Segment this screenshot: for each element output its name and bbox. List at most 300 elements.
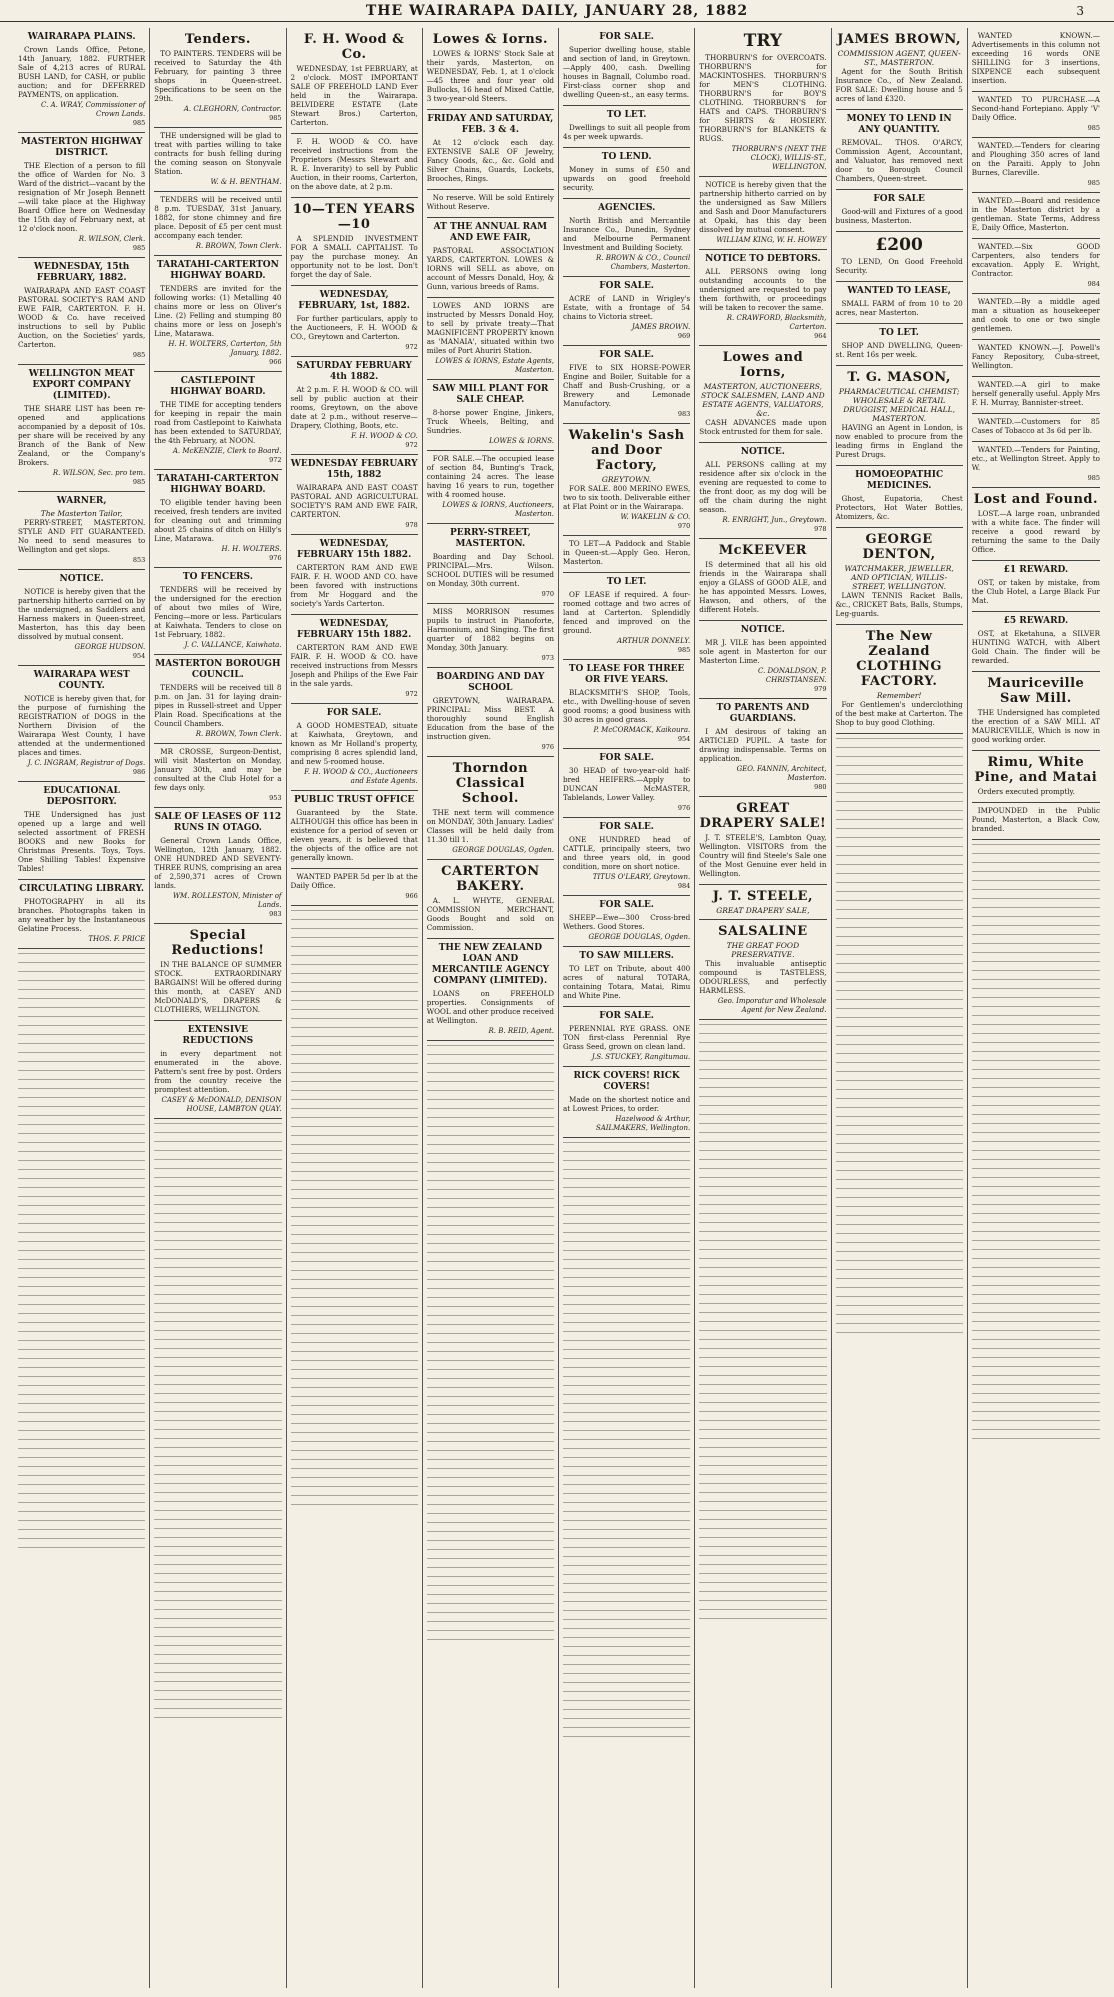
ad-heading: BOARDING AND DAY SCHOOL xyxy=(436,672,545,693)
ad-number: 953 xyxy=(269,794,282,802)
ad-body: TENDERS are invited for the following works: (1) Metalling 40 chains more or less on Oliver's Line. (2) Felling and stumping 80 chains more or less on Joseph's Line, Matarawa. xyxy=(154,284,282,338)
advertisement xyxy=(563,573,690,660)
ad-number: 985 xyxy=(1087,179,1100,187)
ad-heading: 10—TEN YEARS—10 xyxy=(292,202,416,232)
ad-body: SHEEP—Ewe—300 Cross-bred Wethers. Good Stores. xyxy=(563,913,691,931)
advertisement xyxy=(563,947,690,1007)
ad-heading: JAMES BROWN, xyxy=(837,32,961,47)
ad-heading: £5 REWARD. xyxy=(1003,616,1069,626)
ad-heading: WEDNESDAY, FEBRUARY 15th 1882. xyxy=(297,619,412,640)
ad-heading: FOR SALE. xyxy=(599,822,654,832)
advertisement xyxy=(699,539,826,621)
ad-body: BLACKSMITH'S SHOP, Tools, etc., with Dwelling-house of seven good rooms; a good business with 30 acres in good grass. xyxy=(563,688,691,724)
column-text-continuation xyxy=(563,1142,690,1742)
ad-body: PERENNIAL RYE GRASS. ONE TON first-class Perennial Rye Grass Seed, grown on clean land. xyxy=(563,1024,691,1051)
advertisement xyxy=(291,357,418,455)
column-1 xyxy=(14,28,150,1988)
ad-signature: GEORGE DOUGLAS, Ogden. xyxy=(588,933,691,941)
ad-signature: H. H. WOLTERS. xyxy=(221,545,282,553)
advertisement xyxy=(291,869,418,906)
advertisement xyxy=(972,803,1100,840)
ad-body: LAWN TENNIS Racket Balls, &c., CRICKET Bats, Balls, Stumps, Leg-guards. xyxy=(835,591,963,618)
ad-heading: MONEY TO LEND IN ANY QUANTITY. xyxy=(846,114,952,135)
advertisement xyxy=(427,28,554,110)
advertisement xyxy=(291,286,418,357)
ad-subheading: GREYTOWN. xyxy=(601,475,652,484)
ad-body: F. H. WOOD & CO. have received instructions from the Proprietors (Messrs Stewart and R. E. Inverarity) to sell by Public Auction, in their rooms, Carterton, on the above date, at 2 p.m. xyxy=(290,137,418,191)
ad-body: Guaranteed by the State. ALTHOUGH this office has been in existence for a period of seven or eleven years, it is believed that the objects of the office are not generally known. xyxy=(290,808,418,862)
ad-body: WANTED.—By a middle aged man a situation as housekeeper and cook to one or two single gentlemen. xyxy=(971,297,1100,333)
ad-body: WANTED.—Tenders for Painting, etc., at Wellington Street. Apply to W. xyxy=(971,445,1100,472)
advertisement xyxy=(563,749,690,818)
ad-heading: Lowes and Iorns, xyxy=(722,350,804,380)
ad-number: 983 xyxy=(269,910,282,918)
ad-heading: WEDNESDAY, 15th FEBRUARY, 1882. xyxy=(33,262,130,283)
ad-number: 985 xyxy=(1087,474,1100,482)
ad-body: THE undersigned will be glad to treat with parties willing to take contracts for bush felling during the coming season on Stonyvale Station. xyxy=(154,131,282,176)
ad-number: 969 xyxy=(677,332,691,340)
advertisement xyxy=(699,28,826,177)
advertisement xyxy=(18,570,145,666)
ad-body: REMOVAL. THOS. O'ARCY, Commission Agent, Accountant, and Valuator, has removed next door to Borough Council Chambers, Queen-street. xyxy=(835,138,963,183)
ad-body: TENDERS will be received till 8 p.m. on Jan. 31 for laying drain-pipes in Russell-street and Upper Plain Road. Specifications at the Council Chambers. xyxy=(154,683,282,728)
ad-signature: Hazelwood & Arthur, SAILMAKERS, Wellington. xyxy=(595,1115,691,1132)
ad-body: WANTED.—Board and residence in the Masterton district by a gentleman. State Terms, Address E, Daily Office, Masterton. xyxy=(971,196,1100,232)
ad-body: WAIRARAPA AND EAST COAST PASTORAL AND AGRICULTURAL SOCIETY'S RAM AND EWE FAIR, CARTERTON. xyxy=(290,483,418,519)
ad-signature: R. CRAWFORD, Blacksmith, Carterton. xyxy=(726,314,827,331)
ad-body: Ghost, Eupatoria, Chest Protectors, Hot Water Bottles, Atomizers, &c. xyxy=(835,494,963,521)
ad-number: 976 xyxy=(677,804,691,812)
ad-signature: J. C. VALLANCE, Kaiwhata. xyxy=(184,641,282,649)
ad-heading: TO FENCERS. xyxy=(182,572,253,582)
ad-body: 8-horse power Engine, Jinkers, Truck Wheels, Belting, and Sundries. xyxy=(426,408,554,435)
ad-heading: TO LEND. xyxy=(601,152,652,162)
advertisement xyxy=(154,372,281,470)
ad-heading: J. T. STEELE, xyxy=(712,889,813,904)
advertisement xyxy=(154,924,281,1021)
ad-heading: WELLINGTON MEAT EXPORT COMPANY (LIMITED). xyxy=(28,369,135,401)
ad-body: THE next term will commence on MONDAY, 30th January. Ladies' Classes will be held daily from 11.30 till 1. xyxy=(426,808,554,844)
advertisement xyxy=(154,744,281,808)
ad-body: GREYTOWN, WAIRARAPA. PRINCIPAL: Miss BEST. A thoroughly sound English Education from the base of the instruction given. xyxy=(426,696,554,741)
advertisement xyxy=(563,346,690,424)
ad-body: ALL PERSONS calling at my residence after six o'clock in the evening are requested to come to the front door, as my dog will be off the chain during the night season. xyxy=(699,460,827,514)
ad-body: THE Undersigned has just opened up a large and well selected assortment of FRESH BOOKS and new Books for Christmas Presents. Toys, Toys. One Shilling Tables! Expensive Tables! xyxy=(18,810,146,873)
ad-number: 973 xyxy=(541,654,554,662)
ad-body: Agent for the South British Insurance Co., of New Zealand. FOR SALE: Dwelling house and 5 acres of land £320. xyxy=(835,67,963,103)
ad-body: This invaluable antiseptic compound is TASTELESS, ODOURLESS, and perfectly HARMLESS. xyxy=(699,959,827,995)
ad-heading: SALSALINE xyxy=(718,924,808,939)
ad-heading: MASTERTON HIGHWAY DISTRICT. xyxy=(20,137,143,158)
ad-body: HAVING an Agent in London, is now enabled to procure from the leading firms in England the Purest Drugs. xyxy=(835,423,963,459)
ad-signature: R. WILSON, Sec. pro tem. xyxy=(52,469,146,477)
ad-body: Dwellings to suit all people from 4s per week upwards. xyxy=(563,123,691,141)
ad-number: 853 xyxy=(132,556,146,564)
advertisement xyxy=(291,704,418,791)
ad-number: 985 xyxy=(132,244,146,252)
advertisement xyxy=(563,896,690,947)
advertisement xyxy=(699,797,826,885)
ad-number: 986 xyxy=(132,768,146,776)
ad-body: Money in sums of £50 and upwards on good freehold security. xyxy=(563,165,691,192)
ad-signature: GEORGE HUDSON. xyxy=(74,643,146,651)
advertisement xyxy=(291,615,418,704)
ad-heading: TO LEASE FOR THREE OR FIVE YEARS. xyxy=(568,664,685,685)
ad-body: PHOTOGRAPHY in all its branches. Photographs taken in any weather by the Instantaneous Gelatine Process. xyxy=(18,897,146,933)
advertisement xyxy=(699,346,826,443)
ad-subheading: WATCHMAKER, JEWELLER, AND OPTICIAN, WILLIS-STREET, WELLINGTON. xyxy=(844,564,954,591)
advertisement xyxy=(563,148,690,199)
column-text-continuation xyxy=(291,910,418,1510)
ad-signature: A. CLEGHORN, Contractor. xyxy=(183,105,282,113)
ad-number: 972 xyxy=(405,690,418,698)
ad-signature: WILLIAM KING, W. H. HOWEY xyxy=(716,236,827,244)
ad-body: No reserve. Will be sold Entirely Without Reserve. xyxy=(426,193,554,211)
ad-signature: W. WAKELIN & CO. xyxy=(620,513,691,521)
advertisement xyxy=(427,451,554,524)
ad-signature: GEO. FANNIN, Architect, Masterton. xyxy=(736,765,827,782)
ad-heading: TO LET. xyxy=(879,328,919,338)
advertisement xyxy=(427,939,554,1041)
ad-heading: McKEEVER xyxy=(718,543,807,558)
ad-body: LOANS on FREEHOLD properties. Consignments of WOOL and other produce received at Wellington. xyxy=(426,989,554,1025)
ad-body: WAIRARAPA AND EAST COAST PASTORAL SOCIETY'S RAM AND EWE FAIR, CARTERTON. F. H. WOOD & Co. have received instructions to sell by Public Auction, on the Societies' yards, Carterton. xyxy=(18,286,146,349)
ad-body: At 2 p.m. F. H. WOOD & CO. will sell by public auction at their rooms, Greytown, on the above date at 2 p.m., without reserve—Drapery, Clothing, Boots, etc. xyxy=(290,385,418,430)
ad-number: 978 xyxy=(405,521,418,529)
masthead xyxy=(0,0,1114,22)
advertisement xyxy=(427,668,554,757)
ad-number: 984 xyxy=(1087,280,1100,288)
ad-body: I AM desirous of taking an ARTICLED PUPIL. A taste for drawing indispensable. Terms on application. xyxy=(699,727,827,763)
ad-signature: R. BROWN, Town Clerk. xyxy=(195,730,282,738)
advertisement xyxy=(18,880,145,949)
ad-body: ONE HUNDRED head of CATTLE, principally steers, two and three years old, in good condition, more on short notice. xyxy=(563,835,691,871)
advertisement xyxy=(291,198,418,286)
ad-heading: T. G. MASON, xyxy=(847,370,951,385)
column-7 xyxy=(832,28,968,1988)
advertisement xyxy=(427,757,554,860)
ad-heading: WAIRARAPA WEST COUNTY. xyxy=(33,670,130,691)
advertisement xyxy=(972,488,1100,561)
ad-signature: LOWES & IORNS, Auctioneers, Masterton. xyxy=(442,501,554,518)
advertisement xyxy=(18,365,145,492)
ad-body: Made on the shortest notice and at Lowest Prices, to order. xyxy=(563,1095,691,1113)
ad-heading: £200 xyxy=(875,235,923,255)
ad-heading: TO SAW MILLERS. xyxy=(579,951,674,961)
advertisement xyxy=(427,298,554,380)
ad-number: 984 xyxy=(677,882,691,890)
advertisement xyxy=(836,282,963,324)
ad-body: TENDERS will be received by the undersigned for the erection of about two miles of Wire, Fencing—more or less. Particulars at Kaiwhata. Tenders to close on 1st February, 1882. xyxy=(154,585,282,639)
ad-heading: TO LET. xyxy=(606,577,647,587)
ad-body: IS determined that all his old friends in the Wairarapa shall enjoy a GLASS of GOOD ALE, and he has appointed Messrs. Lowes, Hawson, and others, of the different Hotels. xyxy=(699,560,827,614)
ad-number: 970 xyxy=(541,590,554,598)
ad-signature: F. H. WOOD & CO., Auctioneers and Estate Agents. xyxy=(304,768,418,785)
ad-signature: P. McCORMACK, Kaikoura. xyxy=(593,726,691,734)
ad-body: NOTICE is hereby given that the partnership hitherto carried on by the undersigned, as Saddlers and Harness makers in Queen-street, Masterton, has this day been dissolved by mutual consent. xyxy=(18,587,146,641)
ad-body: CARTERTON RAM AND EWE FAIR. F. H. WOOD & CO. have received instructions from Messrs Joseph and Philips of the Ewe Fair in the sale yards. xyxy=(290,643,418,688)
ad-number: 970 xyxy=(677,522,691,530)
ad-body: WANTED TO PURCHASE.—A Second-hand Fortepiano. Apply 'V' Daily Office. xyxy=(971,95,1100,122)
ad-number: 985 xyxy=(269,114,282,122)
ad-heading: TO LET. xyxy=(606,110,647,120)
ad-body: WANTED PAPER 5d per lb at the Daily Office. xyxy=(290,872,418,890)
advertisement xyxy=(291,535,418,615)
advertisement xyxy=(699,177,826,250)
ad-body: WANTED.—A girl to make herself generally useful. Apply Mrs F. H. Murray, Bannister-street. xyxy=(971,380,1100,407)
ad-body: WANTED KNOWN.—Advertisements in this column not exceeding 16 words ONE SHILLING for 3 insertions, SIXPENCE each subsequent insertion. xyxy=(971,31,1100,85)
ad-signature: CASEY & McDONALD, DENISON HOUSE, LAMBTON QUAY. xyxy=(161,1096,282,1113)
ad-number: 985 xyxy=(677,646,691,654)
ad-heading: FOR SALE. xyxy=(599,1011,654,1021)
ad-heading: GEORGE DENTON, xyxy=(862,532,936,562)
advertisement xyxy=(18,258,145,365)
ad-heading: WANTED TO LEASE, xyxy=(847,286,951,296)
ad-heading: TRY xyxy=(743,31,783,51)
advertisement xyxy=(154,470,281,568)
ad-body: FOR SALE.—The occupied lease of section 84, Bunting's Track, containing 24 acres. The lease having 16 years to run, together with 4 roomed house. xyxy=(426,454,554,499)
ad-body: ACRE of LAND in Wrigley's Estate, with a frontage of 54 chains to Victoria street. xyxy=(563,294,691,321)
advertisement xyxy=(836,366,963,466)
advertisement xyxy=(972,561,1100,612)
ad-heading: SAW MILL PLANT FOR SALE CHEAP. xyxy=(432,384,549,405)
ad-heading: FOR SALE. xyxy=(599,350,654,360)
ad-subheading: PHARMACEUTICAL CHEMIST; WHOLESALE & RETAIL DRUGGIST, MEDICAL HALL, MASTERTON. xyxy=(838,387,960,423)
ad-body: Good-will and Fixtures of a good business, Masterton. xyxy=(835,207,963,225)
ad-number: 966 xyxy=(405,892,418,900)
ad-signature: J.S. STUCKEY, Rangitumau. xyxy=(591,1053,691,1061)
ad-heading: TARATAHI-CARTERTON HIGHWAY BOARD. xyxy=(156,474,279,495)
ad-number: 985 xyxy=(1087,124,1100,132)
ad-heading: MASTERTON BOROUGH COUNCIL. xyxy=(155,659,281,680)
ad-heading: Special Reductions! xyxy=(171,928,265,958)
ad-body: Superior dwelling house, stable and section of land, in Greytown.—Apply 400, cash. Dwelling houses in Bagnall, Columbo road. First-class corner shop and dwelling Queen-st., an easy terms. xyxy=(563,45,691,99)
ad-body: IN THE BALANCE OF SUMMER STOCK. EXTRAORDINARY BARGAINS! Will be offered during this month, at CASEY AND McDONALD'S, DRAPERS & CLOTHIERS, WELLINGTON. xyxy=(154,960,282,1014)
ad-heading: CARTERTON BAKERY. xyxy=(441,864,540,894)
ad-number: 985 xyxy=(132,351,146,359)
advertisement xyxy=(972,377,1100,414)
advertisement xyxy=(563,277,690,346)
advertisement xyxy=(154,568,281,655)
advertisement xyxy=(563,1067,690,1138)
advertisement xyxy=(972,239,1100,294)
ad-body: MR J. VILE has been appointed sole agent in Masterton for our Masterton Lime. xyxy=(699,638,827,665)
ad-subheading: The Masterton Tailor, xyxy=(40,509,123,518)
ad-body: LOWES & IORNS' Stock Sale at their yards, Masterton, on WEDNESDAY, Feb. 1, at 1 o'clock—45 three and four year old Bullocks, 16 head of Mixed Cattle, 3 two-year-old Steers. xyxy=(426,49,554,103)
ad-number: 966 xyxy=(269,358,282,366)
ad-body: TO PAINTERS. TENDERS will be received to Saturday the 4th February, for painting 3 three shops in Queen-street. Specifications to be seen on the 29th. xyxy=(154,49,282,103)
ad-body: THE Undersigned has completed the erection of a SAW MILL AT MAURICEVILLE, Which is now in good working order. xyxy=(971,708,1100,744)
advertisement xyxy=(18,133,145,258)
advertisement xyxy=(836,232,963,282)
ad-signature: F. H. WOOD & CO. xyxy=(351,432,418,440)
ad-signature: W. & H. BENTHAM. xyxy=(210,178,282,186)
advertisement xyxy=(18,492,145,570)
ad-heading: HOMOEOPATHIC MEDICINES. xyxy=(855,470,944,491)
ad-body: PERRY-STREET, MASTERTON. STYLE AND FIT GUARANTEED. No need to send measures to Wellington and get slops. xyxy=(18,518,146,554)
ad-signature: LOWES & IORNS. xyxy=(489,437,554,445)
advertisement xyxy=(18,782,145,880)
ad-heading: NOTICE. xyxy=(740,625,785,635)
ad-heading: WEDNESDAY, FEBRUARY, 1st, 1882. xyxy=(298,290,410,311)
ad-signature: H. H. WOLTERS, Carterton, 5th January, 1882. xyxy=(168,340,282,357)
ad-heading: EDUCATIONAL DEPOSITORY. xyxy=(43,786,120,807)
ad-body: A. L. WHYTE, GENERAL COMMISSION MERCHANT, Goods Bought and sold on Commission. xyxy=(426,896,554,932)
advertisement xyxy=(291,791,418,869)
ad-heading: FOR SALE. xyxy=(599,281,654,291)
advertisement xyxy=(836,466,963,528)
advertisement xyxy=(563,106,690,148)
advertisement xyxy=(836,625,963,734)
advertisement xyxy=(699,885,826,920)
advertisement xyxy=(972,442,1100,488)
ad-body: OST, or taken by mistake, from the Club Hotel, a Large Black Fur Mat. xyxy=(971,578,1100,605)
ad-heading: SALE OF LEASES OF 112 RUNS IN OTAGO. xyxy=(154,812,282,833)
column-text-continuation xyxy=(836,738,963,1338)
advertisement xyxy=(154,192,281,256)
ad-number: 972 xyxy=(405,343,418,351)
advertisement xyxy=(154,808,281,924)
advertisement xyxy=(154,1021,281,1119)
advertisement xyxy=(154,655,281,744)
ad-body: TO LEND, On Good Freehold Security. xyxy=(835,257,963,275)
ad-body: OST, at Eketahuna, a SILVER HUNTING WATCH, with Albert Gold Chain. The finder will be rewarded. xyxy=(971,629,1100,665)
ad-body: SMALL FARM of from 10 to 20 acres, near Masterton. xyxy=(835,299,963,317)
advertisement xyxy=(154,28,281,128)
ad-signature: JAMES BROWN. xyxy=(631,323,691,331)
column-3 xyxy=(287,28,423,1988)
ad-heading: AGENCIES. xyxy=(597,203,656,213)
advertisement xyxy=(291,134,418,198)
ad-heading: RICK COVERS! RICK COVERS! xyxy=(573,1071,680,1092)
ad-body: WEDNESDAY, 1st FEBRUARY, at 2 o'clock. MOST IMPORTANT SALE OF FREEHOLD LAND Ever held in the Wairarapa. BELVIDERE ESTATE (Late Stewart Bros.) Carterton, Carterton. xyxy=(290,64,418,127)
advertisement xyxy=(972,340,1100,377)
advertisement xyxy=(427,218,554,298)
column-text-continuation xyxy=(427,1045,554,1645)
ad-body: WANTED KNOWN.—J. Powell's Fancy Repository, Cuba-street, Wellington. xyxy=(971,343,1100,370)
ad-body: 30 HEAD of two-year-old half-bred HEIFERS.—Apply to DUNCAN McMASTER, Tablelands, Lower Valley. xyxy=(563,766,691,802)
column-4 xyxy=(423,28,559,1988)
ad-signature: Geo. Imporatur and Wholesale Agent for New Zealand. xyxy=(717,997,827,1014)
advertisement xyxy=(972,612,1100,672)
ad-body: FOR SALE. 800 MERINO EWES, two to six tooth. Deliverable either at Flat Point or in the Wairarapa. xyxy=(563,484,691,511)
ad-heading: Lowes & Iorns. xyxy=(432,32,549,47)
ad-body: A SPLENDID INVESTMENT FOR A SMALL CAPITALIST. To pay the purchase money. An opportunity not to be lost. Don't forget the day of Sale. xyxy=(290,234,418,279)
ad-signature: THOS. F. PRICE xyxy=(88,935,146,943)
advertisement xyxy=(699,250,826,346)
ad-signature: C. A. WRAY, Commissioner of Crown Lands. xyxy=(41,101,146,118)
advertisement xyxy=(972,138,1100,193)
ad-body: THE TIME for accepting tenders for keeping in repair the main road from Castlepoint to Kaiwhata has been extended to SATURDAY, the 4th February, at NOON. xyxy=(154,400,282,445)
ad-body: LOWES AND IORNS are instructed by Messrs Donald Hoy, to sell by private treaty—That MAGNIFICENT PROPERTY known as 'MANAIA', situated within two miles of Port Ahuriri Station. xyxy=(426,301,554,355)
ad-number: 964 xyxy=(814,332,827,340)
advertisement xyxy=(427,380,554,451)
ad-body: North British and Mercantile Insurance Co., Dunedin, Sydney and Melbourne Permanent Investment and Building Society. xyxy=(563,216,691,252)
ad-subheading: MASTERTON, AUCTIONEERS, STOCK SALESMEN, LAND AND ESTATE AGENTS, VALUATORS, &c. xyxy=(701,382,825,418)
ad-number: 954 xyxy=(677,735,691,743)
ad-heading: NOTICE. xyxy=(740,447,785,457)
ad-body: CARTERTON RAM AND EWE FAIR. F. H. WOOD AND CO. have been favored with instructions from Mr Hoggard and the society's Yards Carterton. xyxy=(290,563,418,608)
advertisement xyxy=(699,443,826,539)
ad-signature: R. WILSON, Clerk. xyxy=(78,235,146,243)
ad-body: PASTORAL ASSOCIATION YARDS, CARTERTON. LOWES & IORNS will SELL as above, on account of Messrs Donald, Hoy, & Gunn, various breeds of Rams. xyxy=(426,246,554,291)
ad-body: For further particulars, apply to the Auctioneers, F. H. WOOD & CO., Greytown and Carterton. xyxy=(290,314,418,341)
ad-number: 983 xyxy=(677,410,691,418)
advertisement xyxy=(427,604,554,668)
ad-body: At 12 o'clock each day. EXTENSIVE SALE OF Jewelry, Fancy Goods, &c., &c. Gold and Silver Chains, Guards, Lockets, Brooches, Rings. xyxy=(426,138,554,183)
ad-number: 978 xyxy=(814,525,827,533)
advertisement xyxy=(563,536,690,573)
ad-heading: FRIDAY AND SATURDAY, FEB. 3 & 4. xyxy=(427,114,554,135)
ad-heading: FOR SALE. xyxy=(599,32,654,42)
ad-heading: FOR SALE. xyxy=(599,900,654,910)
ad-subheading: Remember! xyxy=(876,691,922,700)
ad-body: J. T. STEELE'S, Lambton Quay, Wellington. VISITORS from the Country will find Steele's Sale one of the Most Genuine ever held in Wellington. xyxy=(699,833,827,878)
ad-heading: WEDNESDAY FEBRUARY 15th, 1882 xyxy=(290,459,418,480)
ad-body: NOTICE is hereby given that the partnership hitherto carried on by the undersigned as Saw Millers and Sash and Door Manufacturers at Opaki, has this day been dissolved by mutual consent. xyxy=(699,180,827,234)
advertisement xyxy=(427,524,554,604)
ad-signature: TITUS O'LEARY, Greytown. xyxy=(592,873,691,881)
ad-body: Crown Lands Office, Petone, 14th January, 1882. FURTHER Sale of 4,213 acres of RURAL BUSH LAND, for CASH, or public auction; and for DEFERRED PAYMENTS, on application. xyxy=(18,45,146,99)
page-number: 3 xyxy=(1076,4,1084,18)
ad-body: TO eligible tender having been received, fresh tenders are invited for cleaning out and trimming about 25 chains of ditch on Hilly's Line, Matarawa. xyxy=(154,498,282,543)
ad-subheading: GREAT DRAPERY SALE, xyxy=(716,906,810,915)
ad-heading: TO PARENTS AND GUARDIANS. xyxy=(716,703,810,724)
ad-heading: GREAT DRAPERY SALE! xyxy=(699,801,827,831)
ad-heading: WEDNESDAY, FEBRUARY 15th 1882. xyxy=(297,539,412,560)
advertisement xyxy=(563,1007,690,1067)
ad-heading: Lost and Found. xyxy=(973,492,1099,507)
advertisement xyxy=(972,414,1100,442)
ad-signature: R. BROWN & CO., Council Chambers, Masterton. xyxy=(596,254,691,271)
ad-body: TENDERS will be received until 8 p.m. TUESDAY, 31st January, 1882, for stone chimney and fire place. Deposit of £5 per cent must accompany each tender. xyxy=(154,195,282,240)
advertisement xyxy=(972,672,1100,751)
column-6 xyxy=(695,28,831,1988)
ad-body: MISS MORRISON resumes pupils to instruct in Pianoforte, Harmonium, and Singing. The first quarter of 1882 begins on Monday, 30th January. xyxy=(426,607,554,652)
column-text-continuation xyxy=(154,1123,281,1723)
ad-heading: NOTICE TO DEBTORS. xyxy=(705,254,821,264)
advertisement xyxy=(972,92,1100,138)
column-2 xyxy=(150,28,286,1988)
advertisement xyxy=(563,199,690,277)
advertisement xyxy=(972,751,1100,803)
ad-heading: FOR SALE. xyxy=(599,753,654,763)
ad-signature: GEORGE DOUGLAS, Ogden. xyxy=(452,846,554,854)
ad-number: 954 xyxy=(132,652,146,660)
advertisement xyxy=(18,666,145,782)
advertisement xyxy=(427,860,554,939)
ad-subheading: COMMISSION AGENT, QUEEN-ST., MASTERTON. xyxy=(837,49,961,67)
ad-heading: CASTLEPOINT HIGHWAY BOARD. xyxy=(170,376,266,397)
ad-heading: PERRY-STREET, MASTERTON. xyxy=(449,528,531,549)
ad-heading: Mauriceville Saw Mill. xyxy=(987,676,1085,706)
advertisement xyxy=(563,660,690,749)
ad-heading: AT THE ANNUAL RAM AND EWE FAIR, xyxy=(433,222,548,243)
ad-body: CASH ADVANCES made upon Stock entrusted for them for sale. xyxy=(699,418,827,436)
column-8 xyxy=(968,28,1104,1988)
advertisement xyxy=(972,193,1100,239)
ad-body: For Gentlemen's underclothing of the best make at Carterton. The Shop to buy good Clothing. xyxy=(835,700,963,727)
ad-body: TO LET—A Paddock and Stable in Queen-st.—Apply Geo. Heron, Masterton. xyxy=(563,539,691,566)
column-text-continuation xyxy=(699,1024,826,1624)
ad-number: 972 xyxy=(405,441,418,449)
masthead-title: THE WAIRARAPA DAILY, JANUARY 28, 1882 xyxy=(365,3,749,19)
ad-heading: £1 REWARD. xyxy=(1003,565,1069,575)
ad-heading: NOTICE. xyxy=(59,574,104,584)
ad-subheading: THE GREAT FOOD PRESERVATIVE. xyxy=(726,941,800,959)
advertisement xyxy=(563,818,690,896)
advertisement xyxy=(154,128,281,192)
